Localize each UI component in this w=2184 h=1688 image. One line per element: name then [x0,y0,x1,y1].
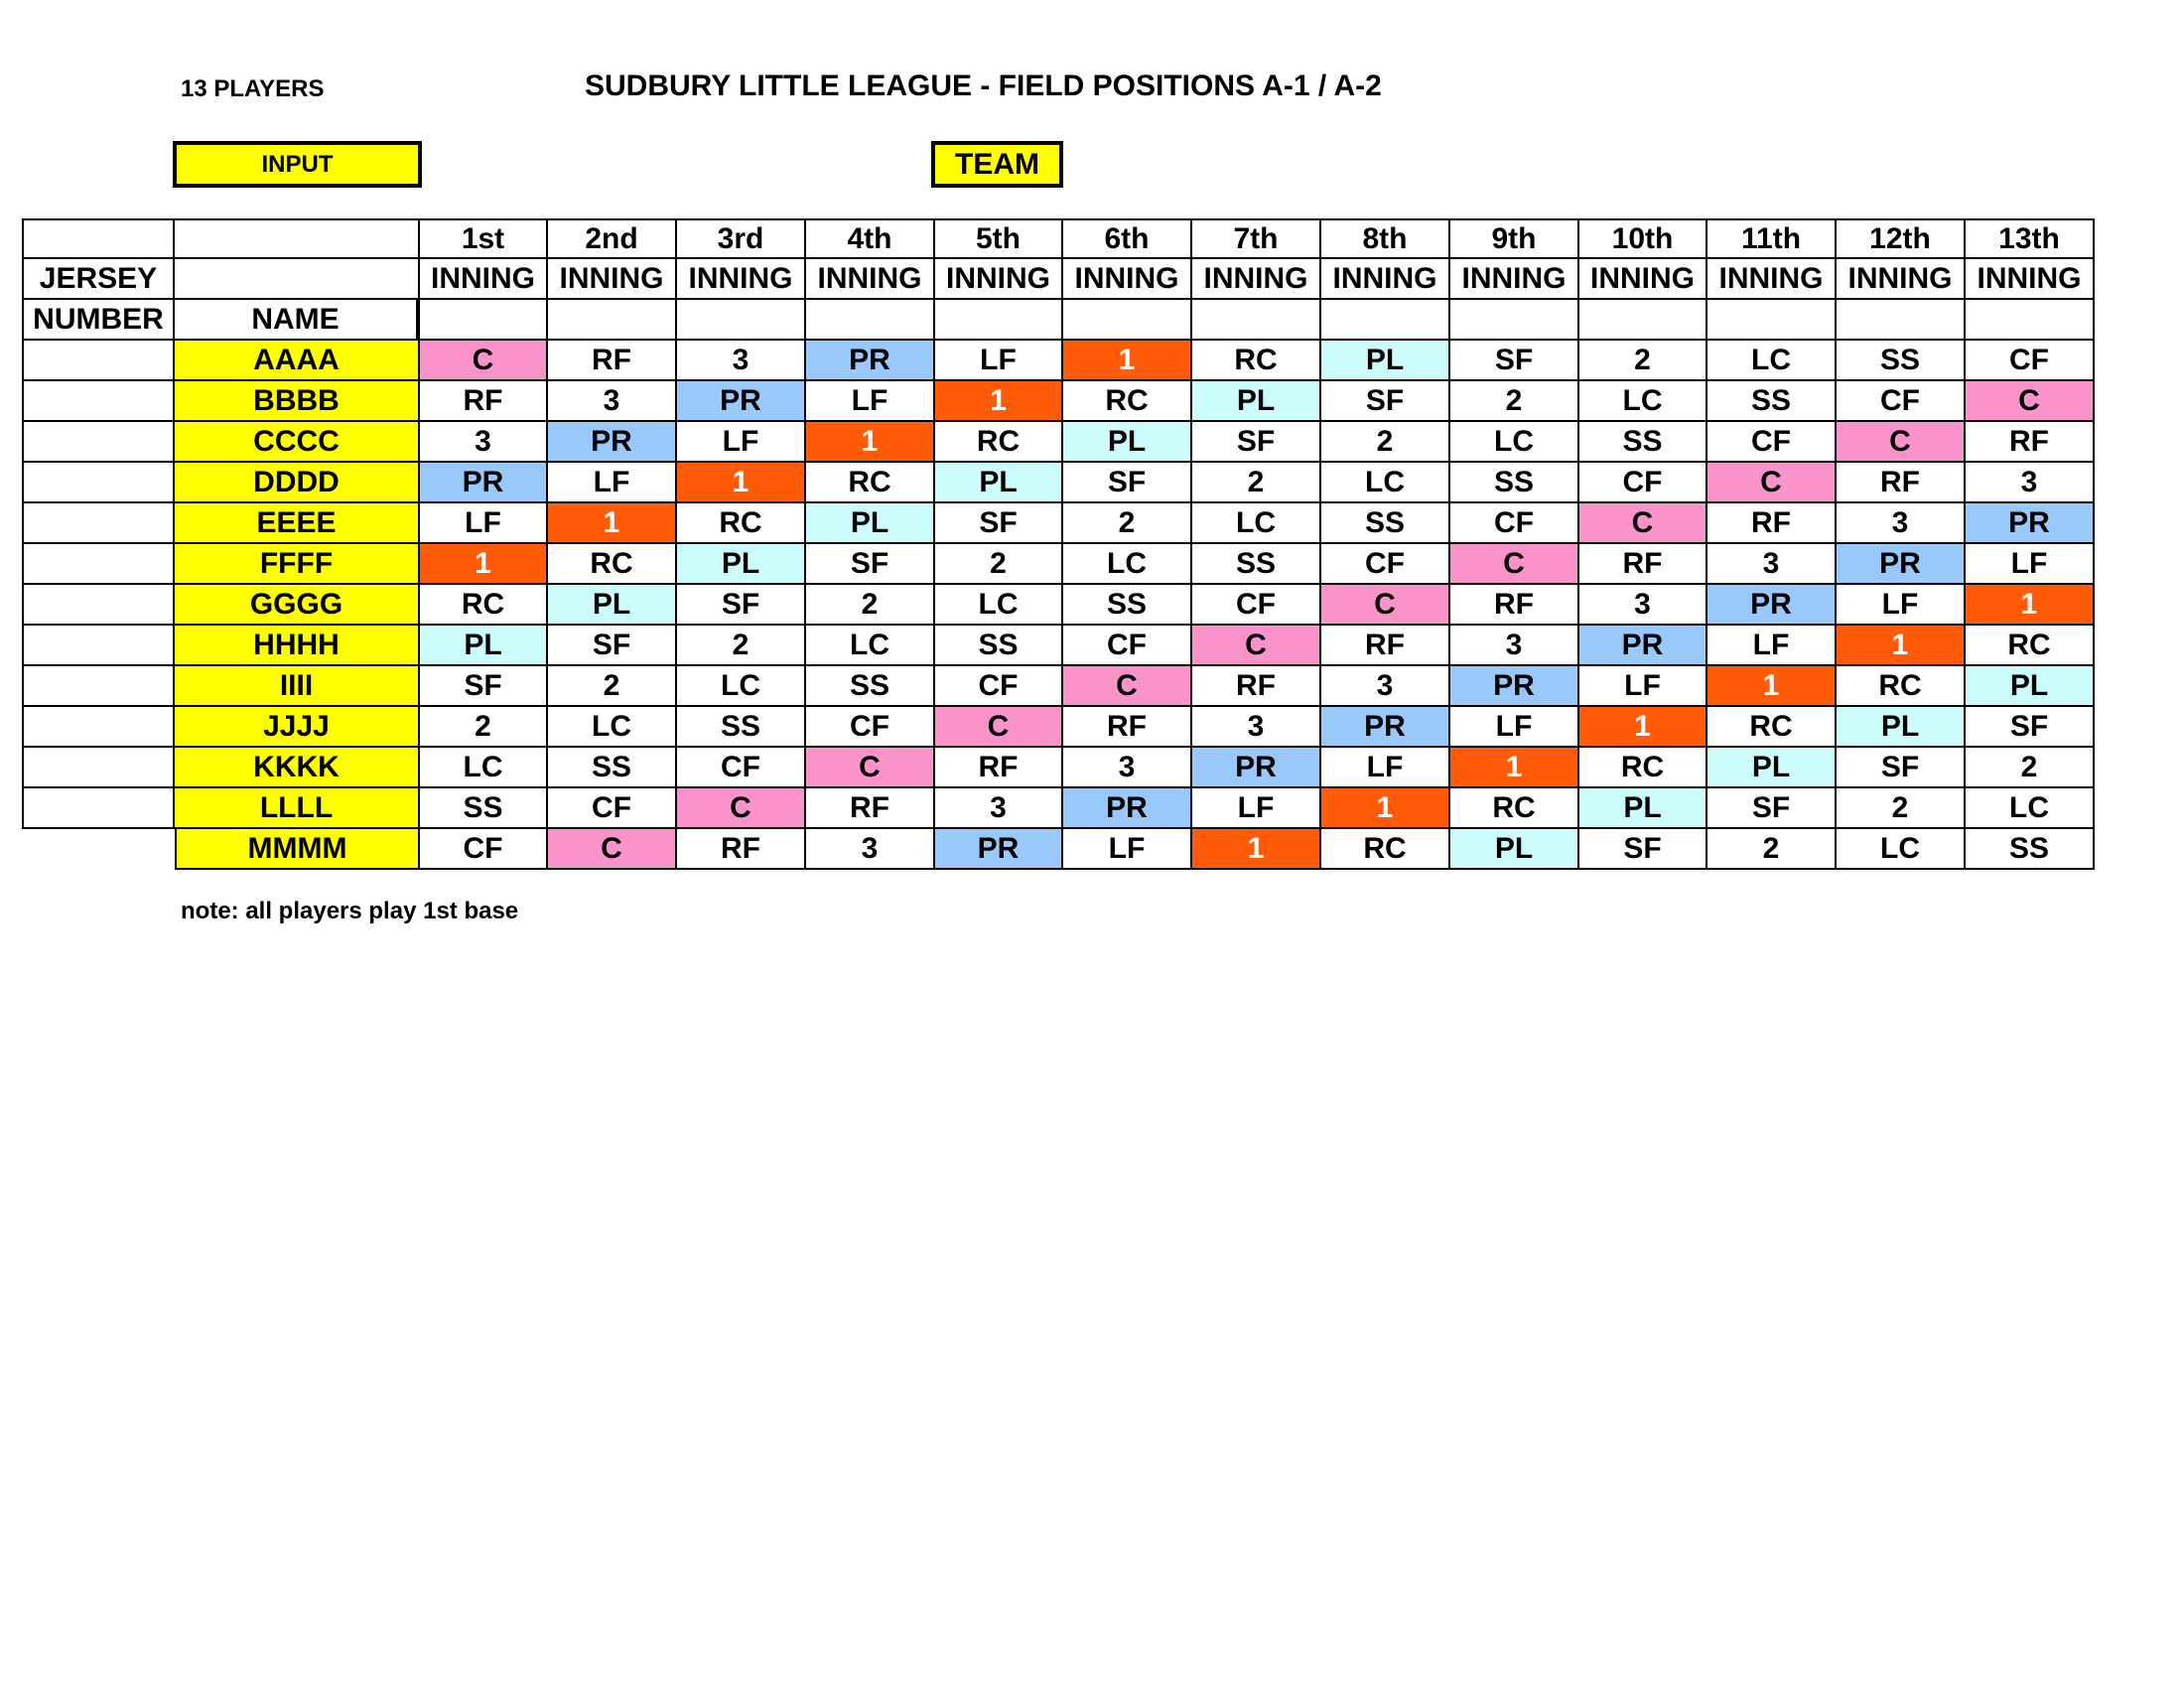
position-cell: SS [1579,422,1707,463]
position-cell: 1 [1707,666,1837,707]
position-cell: PL [1837,707,1966,748]
position-cell: CF [1579,463,1707,503]
player-name: MMMM [175,829,420,870]
position-cell: PR [548,422,677,463]
jersey-number-cell [22,626,175,666]
position-cell: RF [1321,626,1450,666]
position-cell: CF [1707,422,1837,463]
position-cell: 3 [1837,503,1966,544]
position-cell: RC [1837,666,1966,707]
position-cell: LC [1063,544,1192,585]
position-cell: C [548,829,677,870]
position-cell: 3 [1966,463,2095,503]
jersey-header: JERSEY [22,259,175,300]
position-cell: 2 [1450,381,1579,422]
position-cell: SS [806,666,935,707]
position-cell: SF [1063,463,1192,503]
position-cell: CF [548,788,677,829]
position-cell: PL [806,503,935,544]
jersey-number-cell [22,422,175,463]
inning-label-header: INNING [1192,259,1321,300]
position-cell: RF [1450,585,1579,626]
inning-label-header: INNING [420,259,548,300]
position-cell: C [1966,381,2095,422]
position-cell: PL [548,585,677,626]
position-cell: 1 [548,503,677,544]
position-cell: CF [1063,626,1192,666]
jersey-number-cell [22,585,175,626]
jersey-number-cell [22,707,175,748]
position-cell: 2 [1966,748,2095,788]
position-cell: SS [1707,381,1837,422]
position-cell: CF [1192,585,1321,626]
position-cell: RF [677,829,806,870]
position-cell: 1 [1966,585,2095,626]
inning-ordinal-header: 2nd [548,218,677,259]
player-name: KKKK [175,748,420,788]
position-cell: PR [1321,707,1450,748]
inning-ordinal-header: 10th [1579,218,1707,259]
inning-ordinal-header: 7th [1192,218,1321,259]
inning-label-header: INNING [677,259,806,300]
inning-header-blank [1192,300,1321,341]
inning-label-header: INNING [548,259,677,300]
position-cell: 1 [1579,707,1707,748]
position-cell: CF [1321,544,1450,585]
position-cell: RC [1321,829,1450,870]
position-cell: RF [1579,544,1707,585]
position-cell: SF [1837,748,1966,788]
name-header-blank [175,259,420,300]
position-cell: 3 [935,788,1063,829]
position-cell: 3 [1063,748,1192,788]
position-cell: LF [1579,666,1707,707]
position-cell: CF [935,666,1063,707]
position-cell: SF [1192,422,1321,463]
position-cell: LF [935,341,1063,381]
position-cell: 3 [806,829,935,870]
position-cell: PL [1321,341,1450,381]
position-cell: 3 [677,341,806,381]
inning-header-blank [548,300,677,341]
position-cell: 3 [1321,666,1450,707]
position-cell: RF [1837,463,1966,503]
inning-ordinal-header: 9th [1450,218,1579,259]
player-count: 13 PLAYERS [181,75,325,102]
jersey-number-cell [22,788,175,829]
position-cell: RC [677,503,806,544]
position-cell: RF [420,381,548,422]
position-cell: LC [1579,381,1707,422]
position-cell: SS [1837,341,1966,381]
player-name: EEEE [175,503,420,544]
jersey-number-cell [22,341,175,381]
position-cell: LC [1321,463,1450,503]
position-cell: SF [1450,341,1579,381]
position-cell: 3 [1707,544,1837,585]
position-cell: 2 [1192,463,1321,503]
position-cell: 2 [548,666,677,707]
position-cell: C [1192,626,1321,666]
position-cell: C [1063,666,1192,707]
player-name: IIII [175,666,420,707]
position-cell: PR [1579,626,1707,666]
jersey-number-cell [22,463,175,503]
position-cell: CF [677,748,806,788]
player-name: JJJJ [175,707,420,748]
page-title: SUDBURY LITTLE LEAGUE - FIELD POSITIONS A-1 / A-2 [585,70,1382,102]
input-button[interactable]: INPUT [173,141,422,188]
position-cell: SF [1321,381,1450,422]
position-cell: 2 [1707,829,1837,870]
inning-ordinal-header: 11th [1707,218,1837,259]
inning-header-blank [420,300,548,341]
position-cell: 1 [420,544,548,585]
position-cell: 3 [1192,707,1321,748]
position-cell: RF [806,788,935,829]
position-cell: LC [1707,341,1837,381]
player-name: GGGG [175,585,420,626]
inning-ordinal-header: 6th [1063,218,1192,259]
position-cell: SS [1966,829,2095,870]
position-cell: PR [420,463,548,503]
position-cell: RC [420,585,548,626]
position-cell: LF [677,422,806,463]
position-cell: 2 [1063,503,1192,544]
inning-label-header: INNING [1966,259,2095,300]
position-cell: RF [1707,503,1837,544]
position-cell: CF [1837,381,1966,422]
position-cell: SF [1707,788,1837,829]
inning-header-blank [677,300,806,341]
position-cell: LF [1707,626,1837,666]
inning-header-blank [1579,300,1707,341]
position-cell: LC [1966,788,2095,829]
position-cell: 1 [1063,341,1192,381]
position-cell: LC [420,748,548,788]
position-cell: RC [548,544,677,585]
position-cell: PL [420,626,548,666]
inning-header-blank [806,300,935,341]
player-name: FFFF [175,544,420,585]
inning-header-blank [935,300,1063,341]
inning-ordinal-header: 12th [1837,218,1966,259]
position-cell: SS [548,748,677,788]
team-button[interactable]: TEAM [931,141,1063,188]
position-cell: PR [1837,544,1966,585]
inning-ordinal-header: 1st [420,218,548,259]
position-cell: PR [677,381,806,422]
position-cell: C [677,788,806,829]
position-cell: LC [1192,503,1321,544]
position-cell: LF [1837,585,1966,626]
position-cell: LF [806,381,935,422]
position-cell: 1 [1321,788,1450,829]
position-cell: LC [1837,829,1966,870]
position-cell: 2 [935,544,1063,585]
position-cell: 1 [806,422,935,463]
jersey-header: NUMBER [22,300,175,341]
position-cell: RC [1192,341,1321,381]
position-cell: 2 [806,585,935,626]
inning-label-header: INNING [1063,259,1192,300]
player-name: LLLL [175,788,420,829]
position-cell: PR [1192,748,1321,788]
position-cell: LC [935,585,1063,626]
player-name: BBBB [175,381,420,422]
position-cell: 3 [1579,585,1707,626]
position-cell: SS [1450,463,1579,503]
position-cell: PR [806,341,935,381]
position-cell: SS [1192,544,1321,585]
inning-ordinal-header: 5th [935,218,1063,259]
position-cell: RC [1579,748,1707,788]
position-cell: SF [1966,707,2095,748]
position-cell: RC [806,463,935,503]
position-cell: SS [677,707,806,748]
position-cell: C [1321,585,1450,626]
inning-label-header: INNING [935,259,1063,300]
position-cell: 3 [420,422,548,463]
position-cell: CF [420,829,548,870]
footnote: note: all players play 1st base [181,898,519,924]
position-cell: 1 [935,381,1063,422]
position-cell: LC [1450,422,1579,463]
position-cell: C [1450,544,1579,585]
position-cell: SF [1579,829,1707,870]
position-cell: C [1837,422,1966,463]
jersey-number-cell [22,666,175,707]
inning-label-header: INNING [1321,259,1450,300]
inning-label-header: INNING [1579,259,1707,300]
player-name: DDDD [175,463,420,503]
inning-header-blank [1707,300,1837,341]
position-cell: RF [1966,422,2095,463]
position-cell: SF [420,666,548,707]
position-cell: RF [548,341,677,381]
inning-header-blank [1966,300,2095,341]
jersey-number-cell [22,544,175,585]
name-header-blank [175,218,420,259]
inning-label-header: INNING [806,259,935,300]
position-cell: SF [548,626,677,666]
position-cell: LC [677,666,806,707]
position-cell: LF [548,463,677,503]
position-cell: SF [677,585,806,626]
player-name: AAAA [175,341,420,381]
position-cell: SS [1063,585,1192,626]
position-cell: PR [935,829,1063,870]
position-cell: 3 [548,381,677,422]
position-cell: CF [806,707,935,748]
position-cell: SS [420,788,548,829]
position-cell: SS [1321,503,1450,544]
position-cell: RC [1966,626,2095,666]
position-cell: SF [806,544,935,585]
player-name: HHHH [175,626,420,666]
position-cell: 2 [1579,341,1707,381]
position-cell: PL [1966,666,2095,707]
jersey-header-blank [22,218,175,259]
position-cell: PR [1063,788,1192,829]
position-cell: PL [1063,422,1192,463]
inning-label-header: INNING [1837,259,1966,300]
position-cell: LC [806,626,935,666]
position-cell: SS [935,626,1063,666]
position-cell: 1 [677,463,806,503]
position-cell: 2 [1321,422,1450,463]
jersey-number-cell [22,748,175,788]
position-cell: RC [935,422,1063,463]
position-cell: 1 [1450,748,1579,788]
jersey-number-cell [22,503,175,544]
position-cell: PL [1192,381,1321,422]
inning-label-header: INNING [1707,259,1837,300]
position-cell: PL [1707,748,1837,788]
position-cell: C [806,748,935,788]
inning-ordinal-header: 3rd [677,218,806,259]
position-cell: LF [1450,707,1579,748]
inning-label-header: INNING [1450,259,1579,300]
position-cell: LC [548,707,677,748]
position-cell: PL [1579,788,1707,829]
position-cell: RC [1707,707,1837,748]
name-header: NAME [175,300,420,341]
position-cell: LF [1063,829,1192,870]
position-cell: SF [935,503,1063,544]
position-cell: C [420,341,548,381]
inning-header-blank [1063,300,1192,341]
position-cell: LF [1321,748,1450,788]
position-cell: 2 [677,626,806,666]
inning-header-blank [1450,300,1579,341]
position-cell: RF [1063,707,1192,748]
position-cell: 3 [1450,626,1579,666]
inning-header-blank [1837,300,1966,341]
position-cell: 1 [1837,626,1966,666]
inning-ordinal-header: 8th [1321,218,1450,259]
position-cell: LF [420,503,548,544]
jersey-number-cell [22,381,175,422]
position-cell: 2 [420,707,548,748]
position-cell: PL [677,544,806,585]
position-cell: LF [1966,544,2095,585]
inning-ordinal-header: 4th [806,218,935,259]
position-cell: RF [1192,666,1321,707]
position-cell: RC [1450,788,1579,829]
position-cell: PL [1450,829,1579,870]
player-name: CCCC [175,422,420,463]
inning-header-blank [1321,300,1450,341]
position-cell: RC [1063,381,1192,422]
position-cell: CF [1450,503,1579,544]
position-cell: C [1579,503,1707,544]
position-cell: 1 [1192,829,1321,870]
position-cell: C [1707,463,1837,503]
position-cell: LF [1192,788,1321,829]
inning-ordinal-header: 13th [1966,218,2095,259]
position-cell: PR [1450,666,1579,707]
position-cell: 2 [1837,788,1966,829]
position-cell: RF [935,748,1063,788]
position-cell: C [935,707,1063,748]
position-cell: PR [1707,585,1837,626]
position-cell: PL [935,463,1063,503]
position-cell: PR [1966,503,2095,544]
position-cell: CF [1966,341,2095,381]
